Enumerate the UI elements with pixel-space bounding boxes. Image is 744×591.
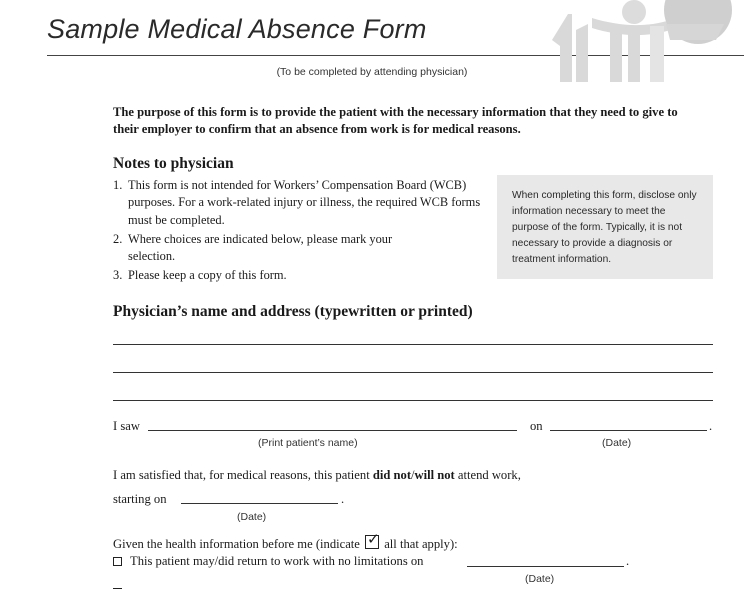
- note-item-2: [113, 231, 493, 266]
- satisfied-text-end: attend work,: [454, 468, 521, 482]
- slash: /: [411, 468, 415, 482]
- did-not-option[interactable]: did not: [372, 468, 412, 482]
- checkbox-sample-icon: [365, 530, 380, 549]
- satisfied-text: I am satisfied that, for medical reasons, this patient: [113, 468, 373, 482]
- period: .: [341, 492, 345, 506]
- notes-heading: Notes to physician: [113, 155, 234, 172]
- note-number: 3.: [113, 268, 123, 283]
- period: .: [626, 554, 630, 568]
- physician-address-line-1[interactable]: [113, 344, 713, 345]
- satisfied-statement: [113, 468, 521, 483]
- visit-date-caption: (Date): [602, 437, 632, 449]
- will-not-option[interactable]: will not: [414, 468, 455, 482]
- note-text: This form is not intended for Workers’ Compensation Board (WCB) purposes. For a work-related injury or illness, the required WCB forms must be completed.: [128, 178, 481, 227]
- starting-on-label: starting on: [113, 492, 167, 506]
- physician-address-line-2[interactable]: [113, 372, 713, 373]
- note-number: 1.: [113, 178, 123, 192]
- disclosure-note-box: When completing this form, disclose only information necessary to meet the purpose of the form. Typically, it is not necessary to provide a diagnosis or treatment information.: [497, 175, 713, 279]
- visit-date-field[interactable]: [550, 430, 707, 431]
- given-text-end: all that apply):: [384, 537, 458, 551]
- period: .: [709, 419, 713, 433]
- absence-start-date-field[interactable]: [181, 503, 338, 504]
- i-saw-label: I saw: [113, 419, 140, 433]
- notes-list: [113, 177, 493, 287]
- physician-address-line-3[interactable]: [113, 400, 713, 401]
- return-date-caption: (Date): [525, 573, 555, 585]
- form-title: Sample Medical Absence Form: [47, 14, 427, 44]
- return-no-limitations-label: This patient may/did return to work with no limitations on: [130, 554, 424, 568]
- physician-heading: Physician’s name and address (typewritten or printed): [113, 303, 473, 320]
- given-statement: [113, 530, 458, 552]
- patient-name-caption: (Print patient’s name): [258, 437, 358, 449]
- note-number: 2.: [113, 231, 123, 246]
- start-date-caption: (Date): [237, 511, 267, 523]
- check-mark-icon: ✓: [367, 530, 380, 548]
- patient-name-field[interactable]: [148, 430, 517, 431]
- form-subtitle: (To be completed by attending physician): [276, 66, 468, 78]
- return-date-field[interactable]: [467, 566, 624, 567]
- note-text: Please keep a copy of this form.: [128, 268, 287, 283]
- note-item-3: [113, 267, 493, 284]
- note-text: Where choices are indicated below, please mark your selection.: [128, 231, 393, 264]
- note-item-1: [113, 177, 493, 229]
- on-label: on: [530, 419, 543, 433]
- given-text: Given the health information before me (indicate: [113, 537, 360, 551]
- return-no-limitations-checkbox[interactable]: [113, 557, 122, 566]
- purpose-statement: The purpose of this form is to provide the patient with the necessary information that they need to give to their employer to confirm that an absence from work is for medical reasons.: [113, 105, 678, 136]
